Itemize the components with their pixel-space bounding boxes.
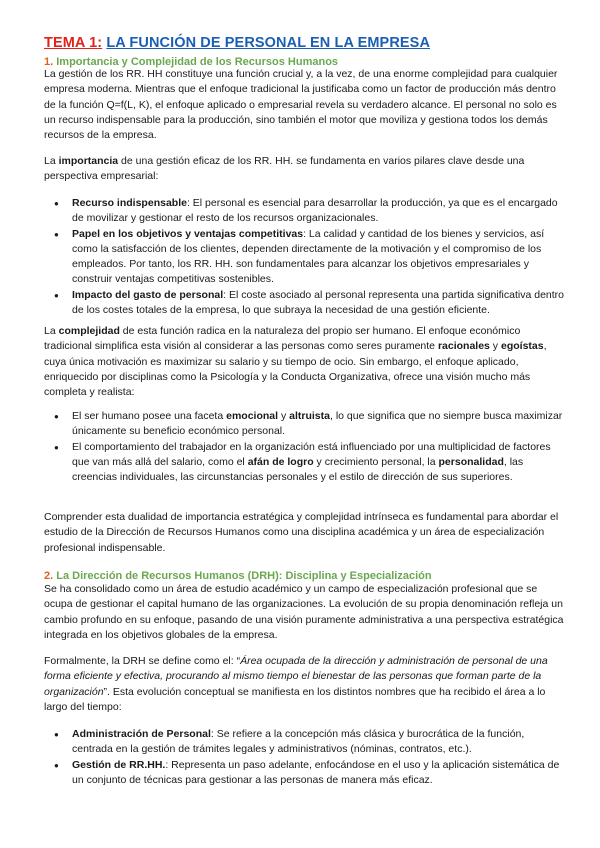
title-text: LA FUNCIÓN DE PERSONAL EN LA EMPRESA	[106, 35, 431, 51]
paragraph: La complejidad de esta función radica en la naturaleza del propio ser humano. El enfoque económico tradicional simplifica esta visión al considerar a las personas como seres puramente racionales y egoístas, cuya única motivación es maximizar su salario y su tiempo de ocio. Sin embargo, el enfoque aplicado, enriquecido por disciplinas como la Psicología y la Conducta Organizativa, ofrece una visión mucho más completa y realista:	[44, 325, 547, 399]
paragraph: Formalmente, la DRH se define como el: “Área ocupada de la dirección y administración de personal de una forma eficiente y efectiva, procurando al mismo tiempo el bienestar de las personas que forman parte de la organización”. Esta evolución conceptual se manifiesta en los distintos nombres que ha recibido el área a lo largo del tiempo:	[44, 655, 548, 713]
title-number: TEMA 1:	[44, 35, 103, 51]
section-number: 1.	[44, 56, 54, 68]
paragraph: La gestión de los RR. HH constituye una función crucial y, a la vez, de una enorme complejidad para cualquier empresa moderna. Mientras que el enfoque tradicional la justificaba como un factor de producción más dentro de la función Q=f(L, K), el enfoque aplicado o empresarial revela su verdadero alcance. El personal no solo es un recurso indispensable para la producción, sino también el motor que moviliza y gestiona todos los demás recursos de la empresa.	[44, 68, 558, 142]
list-item: ● Papel en los objetivos y ventajas competitivas: La calidad y cantidad de los bienes y servicios, así como la satisfacción de los clientes, dependen directamente de la motivación y el compromiso de los empleados. Por tanto, los RR. HH. son fundamentales para alcanzar los objetivos empresariales y construir ventajas competitivas sostenibles.	[44, 227, 564, 288]
list-item: ● Gestión de RR.HH.: Representa un paso adelante, enfocándose en el uso y la aplicación sistemática de un conjunto de técnicas para gestionar a las personas de manera más eficaz.	[44, 758, 564, 789]
paragraph: La importancia de una gestión eficaz de los RR. HH. se fundamenta en varios pilares clave desde una perspectiva empresarial:	[44, 155, 525, 183]
paragraph: Comprender esta dualidad de importancia estratégica y complejidad intrínseca es fundamental para abordar el estudio de la Dirección de Recursos Humanos como una disciplina académica y un área de especialización profesional indispensable.	[44, 511, 559, 554]
section-2-heading	[44, 570, 432, 582]
page-title	[44, 35, 430, 51]
list-item: ● El ser humano posee una faceta emocional y altruista, lo que significa que no siempre busca maximizar únicamente su beneficio económico personal.	[44, 409, 564, 440]
list-item: ● Impacto del gasto de personal: El coste asociado al personal representa una partida significativa dentro de los costes totales de la empresa, lo que subraya la necesidad de una gestión eficiente.	[44, 288, 564, 319]
bullet-list	[44, 196, 564, 318]
bullet-list	[44, 727, 564, 788]
list-item: ● Administración de Personal: Se refiere a la concepción más clásica y burocrática de la función, centrada en la gestión de trámites legales y administrativos (nóminas, contratos, etc.).	[44, 727, 564, 758]
bullet-list	[44, 409, 564, 485]
list-item: ● Recurso indispensable: El personal es esencial para desarrollar la producción, ya que es el encargado de movilizar y gestionar el resto de los recursos organizacionales.	[44, 196, 564, 227]
paragraph: Se ha consolidado como un área de estudio académico y un campo de especialización profesional que se ocupa de gestionar el capital humano de las organizaciones. La evolución de su propia denominación refleja un cambio profundo en su enfoque, pasando de una visión puramente administrativa a una perspectiva estratégica integrada en los objetivos globales de la empresa.	[44, 583, 564, 641]
section-heading-text: La Dirección de Recursos Humanos (DRH): Disciplina y Especialización	[56, 570, 432, 582]
section-number: 2.	[44, 570, 54, 582]
list-item: ● El comportamiento del trabajador en la organización está influenciado por una multiplicidad de factores que van más allá del salario, como el afán de logro y crecimiento personal, la personalidad, las creencias individuales, las circunstancias personales y el estilo de dirección de sus superiores.	[44, 440, 564, 486]
section-heading-text: Importancia y Complejidad de los Recursos Humanos	[56, 56, 339, 68]
